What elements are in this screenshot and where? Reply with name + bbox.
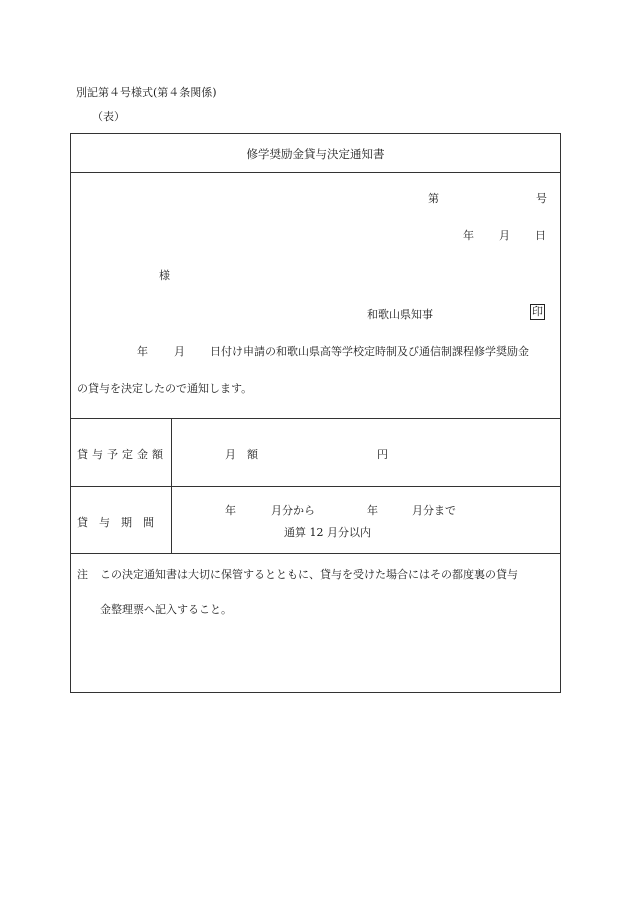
period-start-year-label: 年	[225, 504, 236, 517]
period-end-year-label: 年	[367, 504, 378, 517]
form-number-label: 別記第４号様式(第４条関係)	[76, 86, 217, 99]
label-column-divider	[171, 418, 172, 553]
title-divider	[71, 172, 560, 173]
period-end-month-label: 月分まで	[412, 504, 456, 517]
notice-form	[70, 133, 561, 693]
period-divider	[71, 553, 560, 554]
period-row-label: 貸 与 期 間	[77, 516, 154, 529]
note-marker: 注	[77, 568, 88, 581]
side-label: （表）	[92, 110, 125, 123]
period-total-label: 通算 12 月分以内	[284, 526, 371, 539]
body-text-line2: の貸与を決定したので通知します。	[77, 382, 253, 395]
body-divider	[71, 418, 560, 419]
monthly-amount-label: 月 額	[225, 448, 258, 461]
document-number-prefix: 第	[428, 192, 439, 205]
issuer-name: 和歌山県知事	[367, 308, 433, 321]
body-year-label: 年	[137, 345, 148, 358]
amount-divider	[71, 486, 560, 487]
body-text-line1: 日付け申請の和歌山県高等学校定時制及び通信制課程修学奨励金	[210, 345, 529, 358]
document-title: 修学奨励金貸与決定通知書	[246, 147, 385, 161]
date-day-label: 日	[535, 229, 546, 242]
amount-row-label: 貸与予定金額	[77, 448, 167, 461]
document-number-suffix: 号	[536, 192, 547, 205]
amount-currency-label: 円	[377, 448, 388, 461]
recipient-honorific: 様	[159, 269, 170, 282]
note-text-line2: 金整理票へ記入すること。	[100, 603, 232, 616]
date-year-label: 年	[463, 229, 474, 242]
seal-mark: 印	[532, 305, 543, 318]
note-text-line1: この決定通知書は大切に保管するとともに、貸与を受けた場合にはその都度裏の貸与	[100, 568, 518, 581]
date-month-label: 月	[499, 229, 510, 242]
body-month-label: 月	[174, 345, 185, 358]
period-start-month-label: 月分から	[271, 504, 315, 517]
